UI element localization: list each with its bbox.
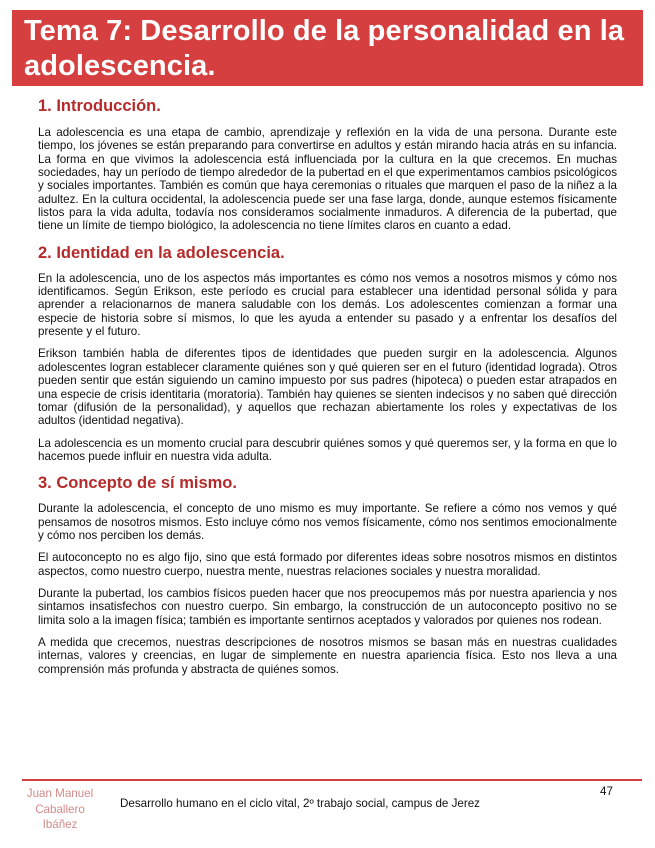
- paragraph: Erikson también habla de diferentes tipos de identidades que pueden surgir en la adolescencia. Algunos adolescentes logran establecer claramente quiénes son y qué quieren ser en el futuro (identidad lograda). Otros pueden sentir que están siguiendo un camino impuesto por sus padres (hipoteca) o pueden estar atrapados en una especie de crisis identitaria (moratoria). También hay quienes se sienten indecisos y no saben qué dirección tomar (difusión de la personalidad), y aquellos que rechazan abiertamente los roles y expectativas de los adultos (identidad negativa).: [38, 347, 617, 428]
- paragraph: La adolescencia es un momento crucial para descubrir quiénes somos y qué queremos ser, y la forma en que lo hacemos puede influir en nuestra vida adulta.: [38, 436, 617, 463]
- page-number: 47: [600, 785, 613, 798]
- paragraph: A medida que crecemos, nuestras descripciones de nosotros mismos se basan más en nuestras cualidades internas, valores y creencias, en lugar de simplemente en nuestra apariencia física. Esto nos lleva a una comprensión más profunda y abstracta de quiénes somos.: [38, 635, 617, 676]
- document-body: [38, 92, 617, 685]
- title-banner: [12, 10, 643, 86]
- section-heading-concepto: 3. Concepto de sí mismo.: [38, 474, 237, 493]
- footer-course: Desarrollo humano en el ciclo vital, 2º trabajo social, campus de Jerez: [120, 797, 480, 810]
- paragraph: La adolescencia es una etapa de cambio, aprendizaje y reflexión en la vida de una persona. Durante este tiempo, los jóvenes se están preparando para convertirse en adultos y están mirando hacia atrás en su infancia. La forma en que vivimos la adolescencia está influenciada por la cultura en la que crecemos. En muchas sociedades, hay un período de tiempo alrededor de la pubertad en el que experimentamos cambios psicológicos y sociales importantes. También es común que haya ceremonias o rituales que marquen el paso de la niñez a la adultez. En la cultura occidental, la adolescencia puede ser una fase larga, donde, aunque estemos físicamente listos para la vida adulta, todavía nos consideramos socialmente inmaduros. A diferencia de la pubertad, que tiene un límite de tiempo biológico, la adolescencia no tiene límites claros en cuanto a edad.: [38, 126, 617, 233]
- paragraph: El autoconcepto no es algo fijo, sino que está formado por diferentes ideas sobre nosotros mismos en distintos aspectos, como nuestro cuerpo, nuestra mente, nuestras relaciones sociales y nuestra moralidad.: [38, 551, 617, 578]
- paragraph: Durante la pubertad, los cambios físicos pueden hacer que nos preocupemos más por nuestra apariencia y nos sintamos insatisfechos con nuestro cuerpo. Sin embargo, la construcción de un autoconcepto positivo no se limita solo a la imagen física; también es importante sentirnos aceptados y valorados por quienes nos rodean.: [38, 586, 617, 627]
- section-heading-introduccion: 1. Introducción.: [38, 97, 161, 115]
- author-line: Caballero: [35, 802, 85, 816]
- page-title: Tema 7: Desarrollo de la personalidad en la adolescencia.: [24, 15, 625, 82]
- author-line: Juan Manuel: [26, 787, 94, 800]
- author-line: Ibáñez: [42, 818, 78, 831]
- paragraph: Durante la adolescencia, el concepto de uno mismo es muy importante. Se refiere a cómo nos vemos y qué pensamos de nosotros mismos. Esto incluye cómo nos vemos físicamente, cómo nos sentimos emocionalmente y cómo nos perciben los demás.: [38, 502, 617, 542]
- paragraph: En la adolescencia, uno de los aspectos más importantes es cómo nos vemos a nosotros mismos y cómo nos identificamos. Según Erikson, este período es crucial para establecer una identidad personal sólida y para aprender a relacionarnos de manera saludable con los demás. Los adolescentes comienzan a formar una especie de historia sobre sí mismos, lo que les ayuda a entender su pasado y a enfrentar los desafíos del presente y el futuro.: [38, 271, 617, 339]
- footer-divider: [22, 779, 642, 781]
- section-heading-identidad: 2. Identidad en la adolescencia.: [38, 243, 285, 262]
- footer-author: [22, 786, 98, 833]
